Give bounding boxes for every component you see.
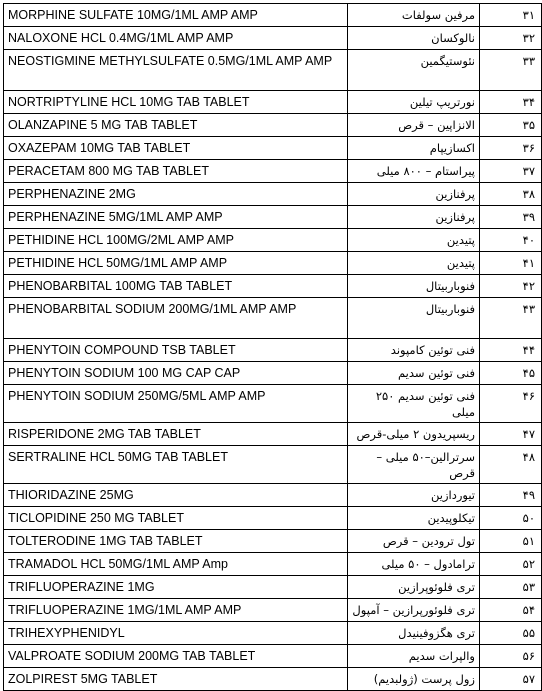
row-number: ۳۶ (480, 137, 542, 160)
row-number: ۳۸ (480, 183, 542, 206)
table-row (4, 553, 542, 576)
row-number: ۴۰ (480, 229, 542, 252)
drug-name-english: NALOXONE HCL 0.4MG/1ML AMP AMP (4, 27, 348, 50)
drug-name-persian: فنی توئین سدیم ۲۵۰ میلی (348, 385, 480, 423)
drug-name-persian: پرفنازین (348, 206, 480, 229)
drug-name-persian: زول پرست (ژولبدیم) (348, 668, 480, 691)
drug-name-english: PERACETAM 800 MG TAB TABLET (4, 160, 348, 183)
row-number: ۴۶ (480, 385, 542, 423)
drug-name-english: VALPROATE SODIUM 200MG TAB TABLET (4, 645, 348, 668)
table-row (4, 252, 542, 275)
table-row (4, 507, 542, 530)
drug-name-english: TOLTERODINE 1MG TAB TABLET (4, 530, 348, 553)
table-row (4, 183, 542, 206)
drug-name-english: PETHIDINE HCL 100MG/2ML AMP AMP (4, 229, 348, 252)
table-row (4, 298, 542, 339)
row-number: ۵۵ (480, 622, 542, 645)
drug-name-persian: پتیدین (348, 229, 480, 252)
drug-name-persian: نئوستیگمین (348, 50, 480, 91)
drug-name-english: PHENYTOIN COMPOUND TSB TABLET (4, 339, 348, 362)
table-row (4, 446, 542, 484)
drug-name-english: RISPERIDONE 2MG TAB TABLET (4, 423, 348, 446)
table-row (4, 668, 542, 691)
table-row (4, 27, 542, 50)
table-row (4, 91, 542, 114)
drug-name-english: TRIHEXYPHENIDYL (4, 622, 348, 645)
drug-name-persian: فنوباربیتال (348, 298, 480, 339)
table-row (4, 362, 542, 385)
drug-name-persian: اکسازیپام (348, 137, 480, 160)
drug-name-english: PHENOBARBITAL SODIUM 200MG/1ML AMP AMP (4, 298, 348, 339)
drug-name-persian: سرترالین–۵۰ میلی –قرص (348, 446, 480, 484)
drug-name-persian: مرفین سولفات (348, 4, 480, 27)
drug-name-persian: ریسپریدون ۲ میلی-قرص (348, 423, 480, 446)
drug-name-persian: نالوکسان (348, 27, 480, 50)
row-number: ۳۷ (480, 160, 542, 183)
drug-name-english: THIORIDAZINE 25MG (4, 484, 348, 507)
row-number: ۵۲ (480, 553, 542, 576)
row-number: ۴۲ (480, 275, 542, 298)
drug-name-persian: پیراستام – ۸۰۰ میلی (348, 160, 480, 183)
row-number: ۴۹ (480, 484, 542, 507)
row-number: ۵۷ (480, 668, 542, 691)
drug-name-persian: والپرات سدیم (348, 645, 480, 668)
drug-name-english: TICLOPIDINE 250 MG TABLET (4, 507, 348, 530)
table-row (4, 576, 542, 599)
drug-name-english: MORPHINE SULFATE 10MG/1ML AMP AMP (4, 4, 348, 27)
row-number: ۴۷ (480, 423, 542, 446)
row-number: ۳۲ (480, 27, 542, 50)
drug-name-english: PETHIDINE HCL 50MG/1ML AMP AMP (4, 252, 348, 275)
drug-name-persian: پتیدین (348, 252, 480, 275)
table-row (4, 423, 542, 446)
row-number: ۴۳ (480, 298, 542, 339)
drug-name-persian: تری فلوئورپرازین – آمپول (348, 599, 480, 622)
row-number: ۵۶ (480, 645, 542, 668)
row-number: ۴۵ (480, 362, 542, 385)
drug-name-persian: تیکلوپیدین (348, 507, 480, 530)
drug-name-english: SERTRALINE HCL 50MG TAB TABLET (4, 446, 348, 484)
table-row (4, 275, 542, 298)
table-row (4, 160, 542, 183)
drug-name-english: PHENYTOIN SODIUM 100 MG CAP CAP (4, 362, 348, 385)
drug-name-persian: تری فلوئوپرازین (348, 576, 480, 599)
table-row (4, 114, 542, 137)
row-number: ۵۰ (480, 507, 542, 530)
drug-name-persian: فنی توئین کامپوند (348, 339, 480, 362)
table-body (4, 4, 542, 691)
table-row (4, 530, 542, 553)
drug-name-persian: تیوردازین (348, 484, 480, 507)
row-number: ۳۱ (480, 4, 542, 27)
drug-name-persian: پرفنازین (348, 183, 480, 206)
table-row (4, 385, 542, 423)
drug-name-persian: تول ترودین – قرص (348, 530, 480, 553)
table-row (4, 50, 542, 91)
table-row (4, 229, 542, 252)
drug-name-english: PHENYTOIN SODIUM 250MG/5ML AMP AMP (4, 385, 348, 423)
row-number: ۳۵ (480, 114, 542, 137)
row-number: ۳۴ (480, 91, 542, 114)
row-number: ۵۴ (480, 599, 542, 622)
row-number: ۵۳ (480, 576, 542, 599)
drug-name-english: NORTRIPTYLINE HCL 10MG TAB TABLET (4, 91, 348, 114)
drug-name-persian: نورتریپ تیلین (348, 91, 480, 114)
row-number: ۴۴ (480, 339, 542, 362)
drug-name-persian: ترامادول – ۵۰ میلی (348, 553, 480, 576)
table-row (4, 206, 542, 229)
row-number: ۴۱ (480, 252, 542, 275)
drug-name-persian: الانزاپین – قرص (348, 114, 480, 137)
table-row (4, 484, 542, 507)
row-number: ۳۹ (480, 206, 542, 229)
drug-name-english: NEOSTIGMINE METHYLSULFATE 0.5MG/1ML AMP AMP (4, 50, 348, 91)
row-number: ۳۳ (480, 50, 542, 91)
drug-name-english: OXAZEPAM 10MG TAB TABLET (4, 137, 348, 160)
drug-name-english: TRAMADOL HCL 50MG/1ML AMP Amp (4, 553, 348, 576)
drug-name-english: TRIFLUOPERAZINE 1MG/1ML AMP AMP (4, 599, 348, 622)
row-number: ۴۸ (480, 446, 542, 484)
table-row (4, 622, 542, 645)
table-row (4, 599, 542, 622)
table-row (4, 339, 542, 362)
drug-name-persian: فنوباربیتال (348, 275, 480, 298)
drug-name-english: PERPHENAZINE 2MG (4, 183, 348, 206)
table-row (4, 137, 542, 160)
drug-name-persian: تری هگزوفینیدل (348, 622, 480, 645)
row-number: ۵۱ (480, 530, 542, 553)
table-row (4, 4, 542, 27)
drug-name-english: TRIFLUOPERAZINE 1MG (4, 576, 348, 599)
drug-name-persian: فنی توئین سدیم (348, 362, 480, 385)
table-row (4, 645, 542, 668)
drug-list-table (3, 3, 542, 691)
drug-name-english: PERPHENAZINE 5MG/1ML AMP AMP (4, 206, 348, 229)
drug-name-english: PHENOBARBITAL 100MG TAB TABLET (4, 275, 348, 298)
drug-name-english: OLANZAPINE 5 MG TAB TABLET (4, 114, 348, 137)
drug-name-english: ZOLPIREST 5MG TABLET (4, 668, 348, 691)
